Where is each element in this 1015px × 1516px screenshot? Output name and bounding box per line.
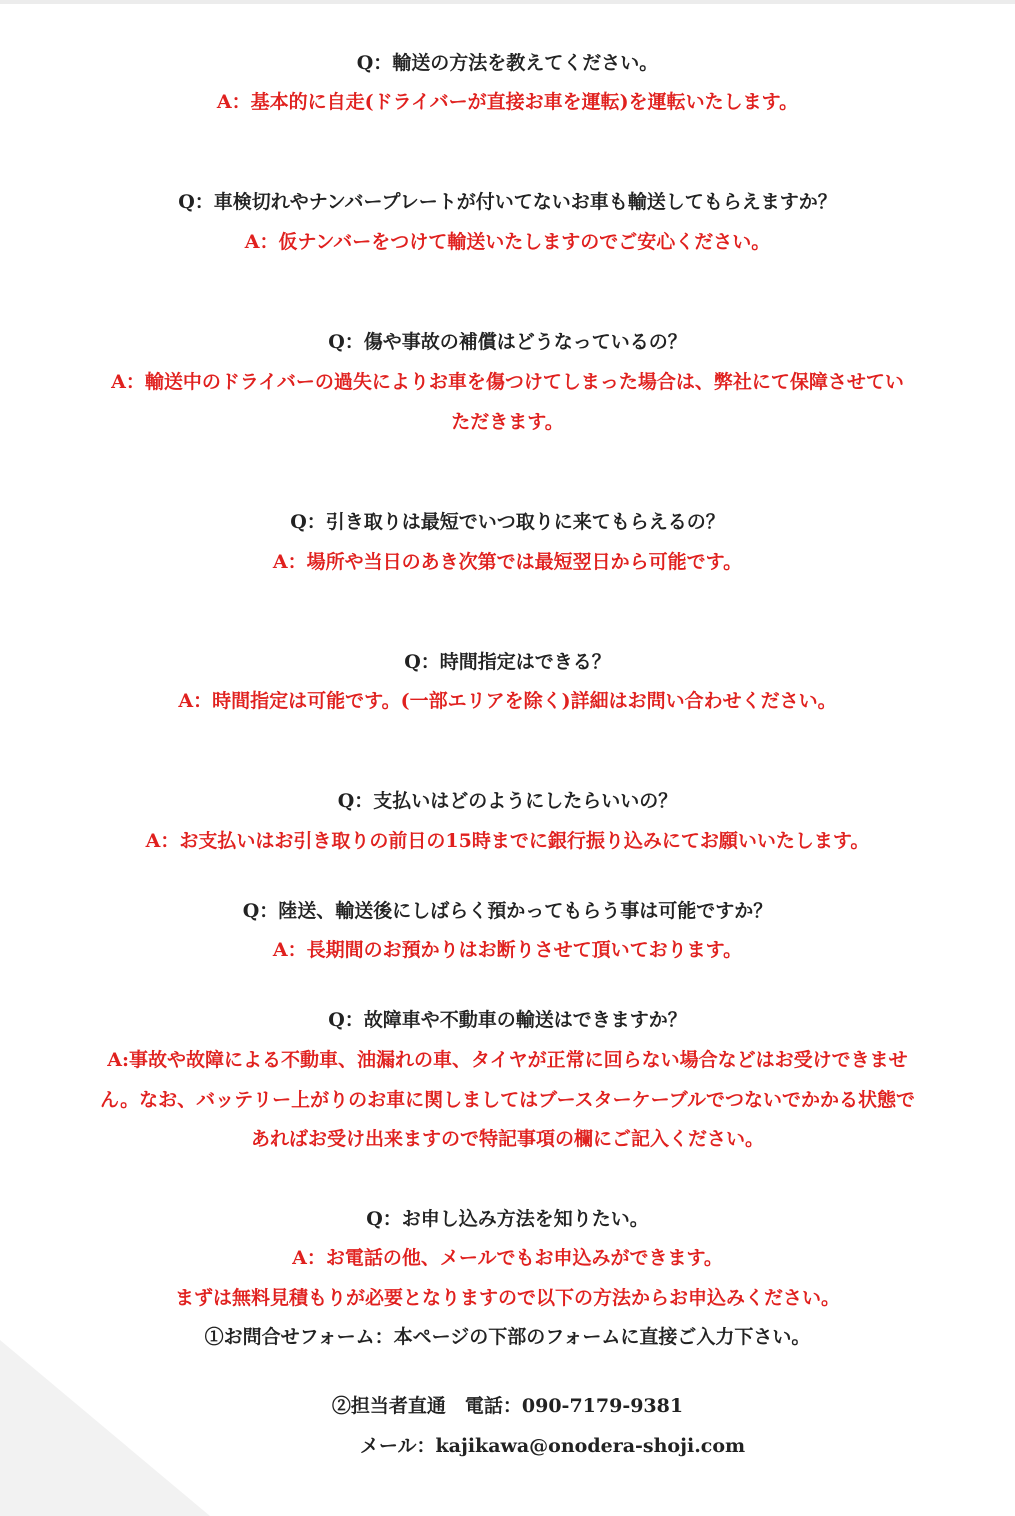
faq-answer-7: A：長期間のお預かりはお断りさせて頂いております。 [272, 939, 743, 961]
faq-question-1: Q：輸送の方法を教えてください。 [356, 52, 659, 74]
faq-question-3: Q：傷や事故の補償はどうなっているの？ [328, 331, 687, 353]
faq-answer-9-line-1: A：お電話の他、メールでもお申込みができます。 [292, 1247, 723, 1269]
faq-answer-5: A：時間指定は可能です。(一部エリアを除く)詳細はお問い合わせください。 [178, 690, 837, 712]
faq-question-7: Q：陸送、輸送後にしばらく預かってもらう事は可能ですか？ [242, 900, 773, 922]
decorative-corner-shape [0, 1340, 210, 1516]
faq-question-4: Q：引き取りは最短でいつ取りに来てもらえるの？ [290, 511, 725, 533]
contact-phone-info: ②担当者直通 電話：090-7179-9381 [331, 1395, 684, 1417]
faq-question-8: Q：故障車や不動車の輸送はできますか？ [328, 1009, 687, 1031]
faq-answer-8-line-1: A:事故や故障による不動車、油漏れの車、タイヤが正常に回らない場合などはお受けできませ [107, 1049, 908, 1071]
contact-form-info: ①お問合せフォーム：本ページの下部のフォームに直接ご入力下さい。 [204, 1326, 811, 1348]
faq-answer-8-line-3: あればお受け出来ますので特記事項の欄にご記入ください。 [250, 1128, 764, 1150]
faq-answer-1: A：基本的に自走(ドライバーが直接お車を運転)を運転いたします。 [216, 91, 799, 113]
faq-question-2: Q：車検切れやナンバープレートが付いてないお車も輸送してもらえますか？ [178, 191, 837, 213]
faq-answer-3-line-1: A：輸送中のドライバーの過失によりお車を傷つけてしまった場合は、弊社にて保障させてい [111, 371, 904, 393]
faq-question-6: Q：支払いはどのようにしたらいいの？ [337, 790, 678, 812]
faq-question-9: Q：お申し込み方法を知りたい。 [366, 1208, 649, 1230]
contact-mail-info: メール：kajikawa@onodera-shoji.com [359, 1435, 746, 1457]
faq-answer-8-line-2: ん。なお、バッテリー上がりのお車に関しましてはブースターケーブルでつないでかかる状態で [100, 1089, 915, 1111]
faq-question-5: Q：時間指定はできる？ [404, 651, 611, 673]
faq-answer-3-line-2: ただきます。 [451, 411, 564, 433]
faq-answer-2: A：仮ナンバーをつけて輸送いたしますのでご安心ください。 [244, 231, 771, 253]
faq-answer-9-line-2: まずは無料見積もりが必要となりますので以下の方法からお申込みください。 [174, 1287, 840, 1309]
faq-answer-4: A：場所や当日のあき次第では最短翌日から可能です。 [272, 551, 743, 573]
top-border [0, 0, 1015, 4]
faq-answer-6: A：お支払いはお引き取りの前日の15時までに銀行振り込みにてお願いいたします。 [145, 830, 870, 852]
